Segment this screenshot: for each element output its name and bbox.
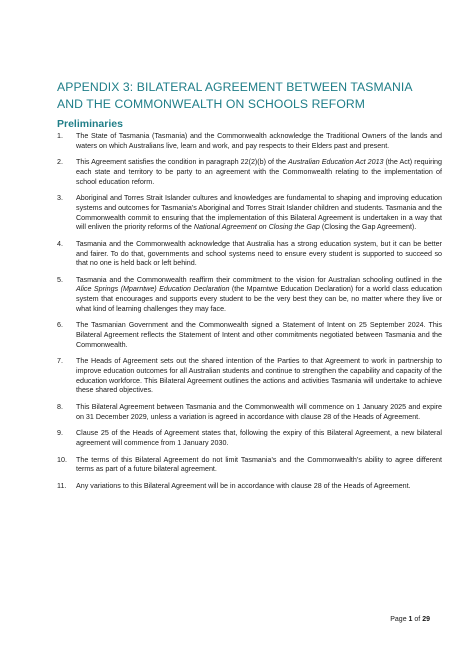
list-item	[57, 276, 442, 314]
page-number: 1	[408, 616, 413, 623]
item-text	[76, 429, 442, 447]
item-text	[76, 240, 442, 267]
list-item	[57, 240, 442, 269]
item-text	[76, 403, 442, 421]
item-number: 5.	[57, 275, 63, 284]
item-text-run: (the Act) requiring each state and territory to be party to an agreement with the Commonwealth relating to the implementation of school education reform.	[76, 158, 443, 186]
page-of-label: of	[414, 616, 421, 623]
list-item	[57, 194, 442, 232]
item-text	[76, 194, 442, 231]
list-item	[57, 321, 442, 350]
item-text-run: Clause 25 of the Heads of Agreement states that, following the expiry of this Bilateral Agreement, a new bilateral agreement will commence from 1 January 2030.	[76, 429, 442, 447]
item-number: 8.	[57, 402, 63, 411]
item-text-run: (Closing the Gap Agreement).	[319, 223, 417, 232]
item-text-italic: National Agreement on Closing the Gap	[193, 223, 320, 232]
item-text-run: Any variations to this Bilateral Agreement will be in accordance with clause 28 of the Heads of Agreement.	[76, 482, 411, 491]
item-text-run: Aboriginal and Torres Strait Islander cultures and knowledges are fundamental to shaping and improving education systems and outcomes for Tasmania’s Aboriginal and Torres Strait Islander children and students. Tasmania and the Commonwealth commit to ensuring that the implementation of this Bilateral Agreement is undertaken in a way that will enliven the priority reforms of the	[76, 194, 442, 232]
item-number: 6.	[57, 321, 63, 330]
list-item	[57, 456, 442, 475]
item-number: 1.	[57, 132, 63, 140]
item-text-run: This Bilateral Agreement between Tasmania and the Commonwealth will commence on 1 January 2025 and expire on 31 December 2029, unless a variation is agreed in accordance with clause 28 of the Heads of Agreement.	[76, 402, 442, 421]
item-number: 4.	[57, 239, 63, 248]
item-number: 10.	[57, 455, 67, 464]
item-text-run: The Heads of Agreement sets out the shared intention of the Parties to that Agreement to work in partnership to improve education outcomes for all Australian students and continue to strengthen the capability and capacity of the education workforce. This Bilateral Agreement outlines the actions and activities Tasmania will undertake to achieve these shared objectives.	[76, 357, 442, 395]
list-item	[57, 357, 442, 395]
list-item	[57, 158, 442, 187]
item-text-run: (the Mparntwe Education Declaration) for a world class education system that encourages and supports every student to be the very best they can be, no matter where they live or what kind of learning challenges they may face.	[76, 285, 442, 313]
item-number: 3.	[57, 194, 63, 203]
item-text-run: The terms of this Bilateral Agreement do not limit Tasmania’s and the Commonwealth’s ability to agree different terms as part of a future bilateral agreement.	[76, 455, 442, 474]
item-text-run: Tasmania and the Commonwealth reaffirm their commitment to the vision for Australian schooling outlined in the	[76, 275, 442, 284]
item-text	[76, 357, 442, 394]
page-total: 29	[422, 616, 430, 623]
item-text	[76, 321, 442, 348]
section-heading: Preliminaries	[57, 118, 123, 130]
item-text	[76, 482, 411, 490]
item-text-run: The State of Tasmania (Tasmania) and the Commonwealth acknowledge the Traditional Owners of the lands and waters on which Australians live, learn and work, and pay respects to their Elders past and present.	[76, 132, 442, 150]
list-item	[57, 132, 442, 151]
item-text-run: This Agreement satisfies the condition in paragraph 22(2)(b) of the	[76, 158, 288, 167]
item-text-italic: Australian Education Act 2013	[288, 158, 384, 167]
page-footer	[390, 616, 430, 623]
appendix-title: APPENDIX 3: BILATERAL AGREEMENT BETWEEN TASMANIA AND THE COMMONWEALTH ON SCHOOLS REFORM	[57, 80, 412, 111]
item-text	[76, 158, 442, 185]
numbered-paragraph-list	[57, 132, 442, 499]
item-text-italic: Alice Springs (Mparntwe) Education Declaration	[76, 285, 230, 294]
item-text	[76, 456, 442, 474]
list-item	[57, 403, 442, 422]
page-label: Page	[390, 616, 407, 623]
item-text-run: The Tasmanian Government and the Commonwealth signed a Statement of Intent on 25 September 2024. This Bilateral Agreement reflects the Statement of Intent and other commitments negotiated between Tasmania and the Commonwealth.	[76, 321, 442, 349]
list-item	[57, 429, 442, 448]
item-text-run: Tasmania and the Commonwealth acknowledge that Australia has a strong education system, but it can be better and fairer. To do that, governments and school systems need to ensure every student is supported to succeed so that no one is held back or left behind.	[76, 239, 442, 268]
item-text	[76, 132, 442, 150]
item-number: 2.	[57, 158, 63, 167]
item-number: 7.	[57, 357, 63, 366]
item-number: 11.	[57, 482, 67, 491]
item-text	[76, 276, 442, 313]
item-number: 9.	[57, 429, 63, 438]
list-item	[57, 482, 442, 492]
